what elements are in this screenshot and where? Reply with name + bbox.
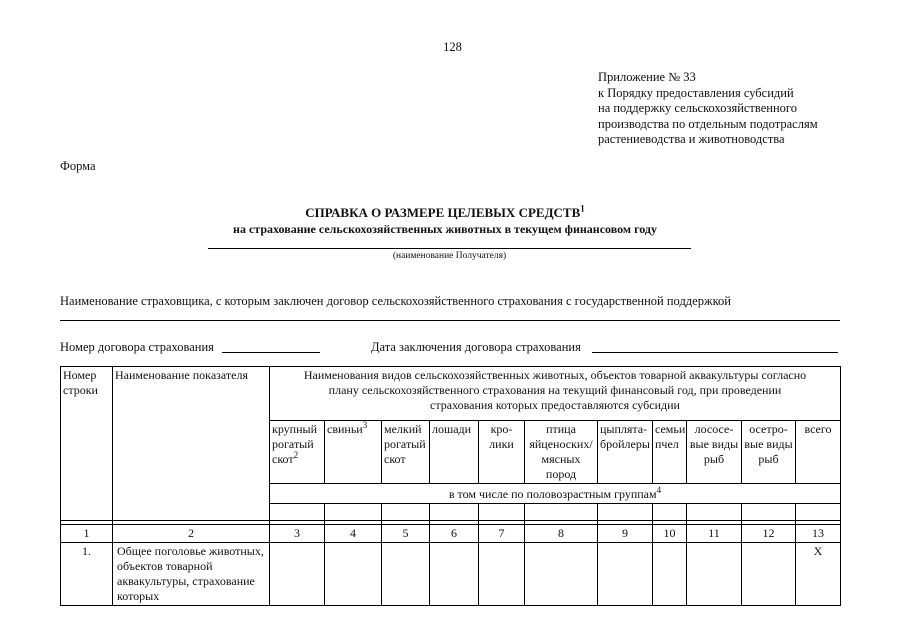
- col-header-pigs: [325, 421, 382, 484]
- appendix-block: [598, 70, 818, 148]
- col-header-poultry: птица яйценоских/ мясных пород: [525, 421, 598, 484]
- group-header: Наименования видов сельскохозяйственных животных, объектов товарной аквакультуры согласно плану сельскохозяйственного страхования на текущий финансовый год, при проведении страхования которых предоставляются субсидии: [270, 367, 841, 421]
- col-header-salmon: лососе- вые виды рыб: [687, 421, 742, 484]
- column-number: 4: [325, 525, 382, 543]
- col-header-cattle: [270, 421, 325, 484]
- row-number: 1.: [61, 543, 113, 606]
- col-header-label: свиньи: [327, 422, 363, 436]
- data-cell[interactable]: [270, 543, 325, 606]
- document-subtitle: на страхование сельскохозяйственных животных в текущем финансовом году: [233, 222, 657, 236]
- column-number: 5: [382, 525, 430, 543]
- age-group-cell[interactable]: [479, 504, 525, 521]
- total-cell: Х: [796, 543, 841, 606]
- age-group-cell[interactable]: [742, 504, 796, 521]
- column-number: 1: [61, 525, 113, 543]
- appendix-line: производства по отдельным подотраслям: [598, 116, 818, 131]
- data-cell[interactable]: [687, 543, 742, 606]
- contract-number-field[interactable]: [222, 352, 320, 353]
- data-cell[interactable]: [742, 543, 796, 606]
- col-row-number-header: Номер строки: [61, 367, 113, 521]
- insurer-label: Наименование страховщика, с которым заключен договор сельскохозяйственного страхования с государственной поддержкой: [60, 294, 731, 308]
- insurer-field-line[interactable]: [60, 320, 840, 321]
- footnote-mark: 3: [362, 420, 368, 430]
- recipient-line[interactable]: [208, 248, 691, 249]
- data-cell[interactable]: [653, 543, 687, 606]
- col-header-total: всего: [796, 421, 841, 484]
- title-main: СПРАВКА О РАЗМЕРЕ ЦЕЛЕВЫХ СРЕДСТВ: [305, 205, 581, 220]
- page-number: 128: [443, 40, 462, 54]
- recipient-caption: (наименование Получателя): [392, 251, 507, 261]
- age-group-cell[interactable]: [430, 504, 479, 521]
- age-group-cell[interactable]: [382, 504, 430, 521]
- contract-number-label: Номер договора страхования: [60, 340, 214, 354]
- data-cell[interactable]: [325, 543, 382, 606]
- column-number: 7: [479, 525, 525, 543]
- data-cell[interactable]: [382, 543, 430, 606]
- row-indicator: Общее поголовье животных, объектов товарной аквакультуры, страхование которых: [113, 543, 270, 606]
- header-row-1: [61, 367, 841, 421]
- col-header-sturgeon: осетро- вые виды рыб: [742, 421, 796, 484]
- age-group-cell[interactable]: [653, 504, 687, 521]
- data-cell[interactable]: [598, 543, 653, 606]
- age-group-cell[interactable]: [598, 504, 653, 521]
- appendix-line: к Порядку предоставления субсидий: [598, 85, 794, 100]
- appendix-line: растениеводства и животноводства: [598, 132, 785, 146]
- column-number: 2: [113, 525, 270, 543]
- document-title: [150, 205, 740, 221]
- title-footnote: 1: [580, 203, 585, 214]
- data-cell[interactable]: [430, 543, 479, 606]
- contract-date-field[interactable]: [592, 352, 838, 353]
- col-indicator-header: Наименование показателя: [113, 367, 270, 521]
- column-number: 12: [742, 525, 796, 543]
- footnote-mark: 4: [656, 485, 662, 495]
- column-number: 3: [270, 525, 325, 543]
- form-label: Форма: [60, 159, 96, 173]
- column-number: 11: [687, 525, 742, 543]
- col-header-small-cattle: мелкий рогатый скот: [382, 421, 430, 484]
- col-header-rabbits: кро- лики: [479, 421, 525, 484]
- column-number: 9: [598, 525, 653, 543]
- col-header-bees: семьи пчел: [653, 421, 687, 484]
- age-group-cell[interactable]: [796, 504, 841, 521]
- column-number: 6: [430, 525, 479, 543]
- age-group-cell[interactable]: [687, 504, 742, 521]
- age-group-cell[interactable]: [270, 504, 325, 521]
- age-group-label: в том числе по половозрастным группам: [448, 487, 657, 501]
- footnote-mark: 2: [293, 450, 299, 460]
- data-cell[interactable]: [525, 543, 598, 606]
- age-group-cell[interactable]: [525, 504, 598, 521]
- column-numbers-row: [61, 525, 841, 543]
- column-number: 8: [525, 525, 598, 543]
- appendix-line: Приложение № 33: [598, 70, 696, 84]
- subsidy-table: [60, 366, 841, 606]
- column-number: 13: [796, 525, 841, 543]
- column-number: 10: [653, 525, 687, 543]
- col-header-horses: лошади: [430, 421, 479, 484]
- appendix-line: на поддержку сельскохозяйственного: [598, 101, 797, 115]
- age-group-cell[interactable]: [325, 504, 382, 521]
- table-row: [61, 543, 841, 606]
- data-cell[interactable]: [479, 543, 525, 606]
- col-header-broilers: цыплята- бройлеры: [598, 421, 653, 484]
- contract-date-label: Дата заключения договора страхования: [371, 340, 581, 354]
- age-group-header: [270, 484, 841, 504]
- col-header-label: крупный рогатый скот: [272, 422, 317, 466]
